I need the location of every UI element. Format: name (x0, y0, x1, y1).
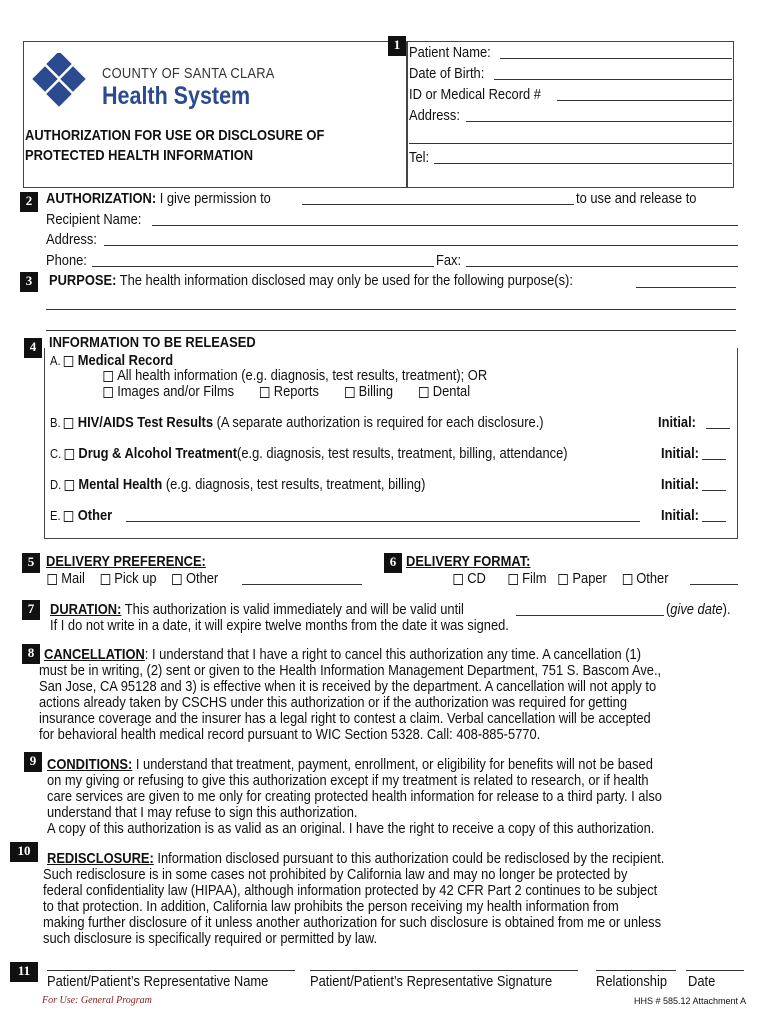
cancellation-line-6: for behavioral health medical record pursuant to WIC Section 5328. Call: 408-885-5770. (39, 726, 541, 743)
mail-checkbox[interactable] (47, 574, 56, 585)
section-8-number: 8 (22, 644, 40, 664)
form-title-line2: PROTECTED HEALTH INFORMATION (25, 147, 254, 164)
item-d-initial-field[interactable] (702, 490, 726, 491)
info-released-title: INFORMATION TO BE RELEASED (49, 334, 256, 351)
purpose-line: PURPOSE: The health information disclosed may only be used for the following purpose(s): (49, 272, 573, 289)
purpose-field-1[interactable] (636, 287, 736, 288)
valid-until-field[interactable] (516, 615, 664, 616)
item-a-row: A. Medical Record (50, 352, 174, 369)
duration-line: DURATION: This authorization is valid immediately and will be valid until (50, 601, 464, 618)
item-e-initial-label: Initial: (661, 507, 699, 524)
cancellation-line-2: must be in writing, (2) sent or given to the Health Information Management Department, 751 S. Bascom Ave., (39, 662, 662, 679)
duration-line-2: If I do not write in a date, it will expire twelve months from the date it was signed. (50, 617, 509, 634)
other-format-field[interactable] (690, 584, 738, 585)
conditions-line-5: A copy of this authorization is as valid as an original. I have the right to receive a copy of this authorization. (47, 820, 655, 837)
rep-signature-field[interactable] (310, 970, 578, 971)
authorized-party-field[interactable] (302, 204, 574, 205)
tel-field[interactable] (434, 163, 732, 164)
item-d-row: D. Mental Health (e.g. diagnosis, test results, treatment, billing) (50, 476, 426, 493)
dental-checkbox[interactable] (419, 387, 428, 398)
images-checkbox[interactable] (103, 387, 112, 398)
recipient-name-label: Recipient Name: (46, 211, 142, 228)
cd-checkbox[interactable] (453, 574, 462, 585)
patient-address-field[interactable] (466, 121, 732, 122)
dob-label: Date of Birth: (409, 65, 485, 82)
other-info-field[interactable] (126, 521, 640, 522)
item-e-initial-field[interactable] (702, 521, 726, 522)
recipient-address-field[interactable] (104, 245, 738, 246)
delivery-preference-title: DELIVERY PREFERENCE: (46, 553, 206, 570)
delivery-format-title: DELIVERY FORMAT: (406, 553, 531, 570)
billing-checkbox[interactable] (345, 387, 354, 398)
relationship-field[interactable] (596, 970, 676, 971)
reports-checkbox[interactable] (260, 387, 269, 398)
all-health-info-checkbox[interactable] (103, 371, 112, 382)
footer-form-number: HHS # 585.12 Attachment A (634, 996, 747, 1006)
section-6-number: 6 (384, 553, 402, 573)
conditions-line-3: care services are given to me only for creating protected health information for release to a third party. I also (47, 788, 662, 805)
recipient-address-label: Address: (46, 231, 97, 248)
redisclosure-line-3: federal confidentiality law (HIPAA), although information protected by 42 CFR Part 2 continues to be subject (43, 882, 658, 899)
item-c-initial-field[interactable] (702, 459, 726, 460)
patient-address-field-2[interactable] (409, 143, 732, 144)
rep-name-field[interactable] (47, 970, 295, 971)
medical-record-label: ID or Medical Record # (409, 86, 541, 103)
cancellation-line-1: CANCELLATION: I understand that I have a right to cancel this authorization any time. A cancellation (1) (44, 646, 642, 663)
item-c-initial-label: Initial: (661, 445, 699, 462)
purpose-field-2[interactable] (46, 309, 736, 310)
conditions-line-2: on my giving or refusing to give this authorization except if my treatment is related to research, or if health (47, 772, 649, 789)
rep-signature-label: Patient/Patient’s Representative Signature (310, 973, 553, 990)
section-2-number: 2 (20, 192, 38, 212)
section-9-number: 9 (24, 752, 42, 772)
cancellation-line-5: insurance coverage and the insurer has a legal right to contest a claim. Verbal cancellation will be accepted (39, 710, 651, 727)
footer-program: For Use: General Program (42, 995, 152, 1006)
county-logo-icon (28, 53, 90, 115)
recipient-phone-field[interactable] (92, 266, 434, 267)
cancellation-line-4: actions already taken by CSCHS under this authorization or if the authorization was required for getting (39, 694, 627, 711)
other-format-checkbox[interactable] (622, 574, 631, 585)
logo-county-name: COUNTY OF SANTA CLARA (102, 65, 275, 82)
hiv-checkbox[interactable] (64, 418, 73, 429)
purpose-field-3[interactable] (46, 330, 736, 331)
section-5-number: 5 (22, 553, 40, 573)
drug-alcohol-checkbox[interactable] (65, 449, 74, 460)
other-delivery-field[interactable] (242, 584, 362, 585)
patient-address-label: Address: (409, 107, 460, 124)
item-a-all-row: All health information (e.g. diagnosis, test results, treatment); OR (100, 367, 487, 384)
section-10-number: 10 (10, 842, 38, 862)
authorization-line: AUTHORIZATION: I give permission to (46, 190, 271, 207)
patient-name-label: Patient Name: (409, 44, 491, 61)
logo-health-system: Health System (102, 82, 251, 110)
recipient-fax-field[interactable] (466, 266, 738, 267)
pickup-checkbox[interactable] (100, 574, 109, 585)
redisclosure-line-1: REDISCLOSURE: Information disclosed pursuant to this authorization could be redisclosed by the recipient. (47, 850, 665, 867)
delivery-format-options: CD Film Paper Other (450, 570, 668, 587)
mental-health-checkbox[interactable] (65, 480, 74, 491)
recipient-name-field[interactable] (152, 225, 738, 226)
item-e-row: E. Other (50, 507, 113, 524)
item-d-initial-label: Initial: (661, 476, 699, 493)
medical-record-checkbox[interactable] (64, 356, 73, 367)
item-c-row: C. Drug & Alcohol Treatment(e.g. diagnosis, test results, treatment, billing, attendance) (50, 445, 568, 462)
date-field[interactable] (686, 970, 744, 971)
section-11-number: 11 (10, 962, 38, 982)
recipient-fax-label: Fax: (436, 252, 462, 269)
section-4-number: 4 (24, 338, 42, 358)
redisclosure-line-5: making further disclosure of it unless another authorization for such disclosure is obtained from me or unless (43, 914, 662, 931)
dob-field[interactable] (494, 79, 732, 80)
section-3-number: 3 (20, 272, 38, 292)
section-7-number: 7 (22, 600, 40, 620)
redisclosure-line-2: Such redisclosure is in some cases not prohibited by California law and may no longer be protected by (43, 866, 628, 883)
tel-label: Tel: (409, 149, 430, 166)
film-checkbox[interactable] (508, 574, 517, 585)
section-1-number: 1 (388, 36, 406, 56)
delivery-preference-options: Mail Pick up Other (44, 570, 218, 587)
item-b-initial-field[interactable] (706, 428, 730, 429)
relationship-label: Relationship (596, 973, 668, 990)
item-a-types-row: Images and/or Films Reports Billing Dental (100, 383, 470, 400)
medical-record-field[interactable] (557, 100, 732, 101)
other-delivery-checkbox[interactable] (172, 574, 181, 585)
conditions-line-4: understand that I may refuse to sign this authorization. (47, 804, 358, 821)
rep-name-label: Patient/Patient’s Representative Name (47, 973, 269, 990)
date-label: Date (688, 973, 716, 990)
recipient-phone-label: Phone: (46, 252, 87, 269)
cancellation-line-3: San Jose, CA 95128 and 3) is effective when it is received by the department. A cancellation will not apply to (39, 678, 657, 695)
item-b-initial-label: Initial: (658, 414, 696, 431)
item-b-row: B. HIV/AIDS Test Results (A separate authorization is required for each disclosure.) (50, 414, 544, 431)
authorization-line-end: to use and release to (576, 190, 697, 207)
redisclosure-line-6: such disclosure is specifically required or permitted by law. (43, 930, 378, 947)
redisclosure-line-4: to that protection. In addition, California law prohibits the person receiving my health information from (43, 898, 619, 915)
patient-name-field[interactable] (500, 58, 732, 59)
give-date-hint: (give date). (666, 601, 731, 618)
paper-checkbox[interactable] (559, 574, 568, 585)
other-info-checkbox[interactable] (64, 511, 73, 522)
conditions-line-1: CONDITIONS: I understand that treatment, payment, enrollment, or eligibility for benefits will not be based (47, 756, 653, 773)
form-title-line1: AUTHORIZATION FOR USE OR DISCLOSURE OF (25, 127, 325, 144)
